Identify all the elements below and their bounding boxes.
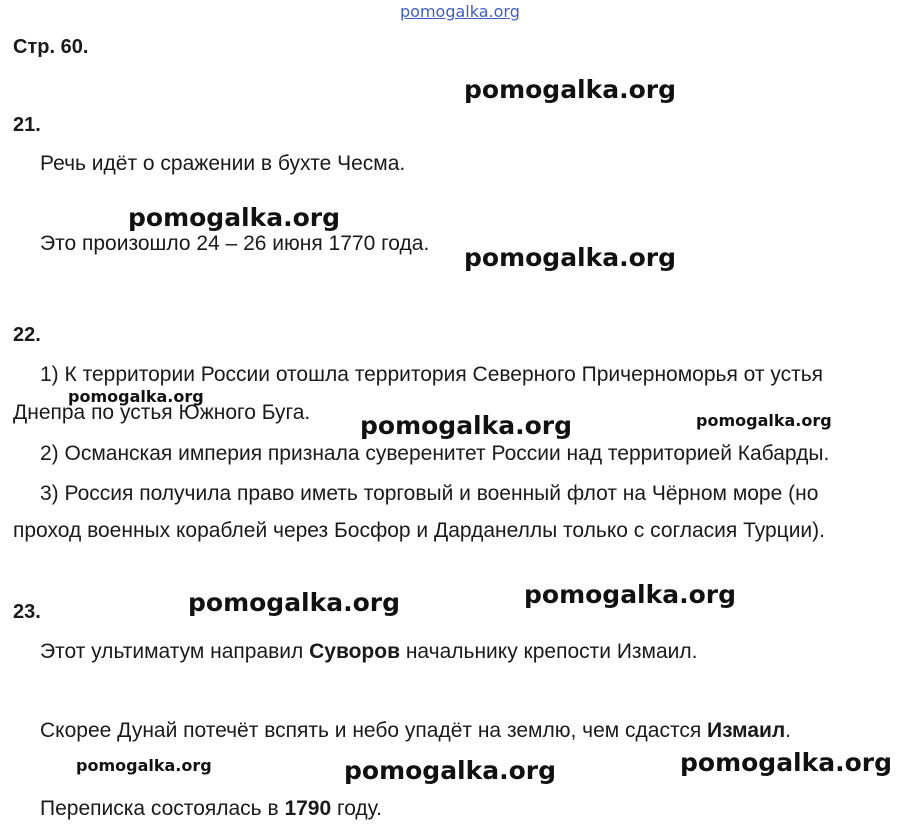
question-22-item-2: 2) Османская империя признала суверенитет России над территорией Кабарды.: [40, 442, 830, 465]
question-23-line-2: [40, 718, 791, 744]
q23-line-2-text-b: .: [785, 719, 792, 742]
question-22-item-1-line-1: 1) К территории России отошла территория Северного Причерноморья от устья: [40, 363, 824, 386]
question-22-item-3-line-1: 3) Россия получила право иметь торговый и военный флот на Чёрном море (но: [40, 482, 819, 505]
question-21-line-2: Это произошло 24 – 26 июня 1770 года.: [40, 232, 430, 255]
q23-line-3-text-a: Переписка состоялась в: [40, 797, 285, 820]
watermark: pomogalka.org: [464, 75, 677, 104]
question-23-number: 23.: [13, 601, 41, 623]
question-23-line-1: [40, 639, 698, 665]
watermark: pomogalka.org: [360, 411, 573, 440]
watermark: pomogalka.org: [128, 203, 341, 232]
watermark: pomogalka.org: [344, 756, 557, 785]
q23-line-2-bold: Измаил: [707, 719, 786, 742]
watermark-top-link[interactable]: pomogalka.org: [400, 2, 520, 21]
watermark: pomogalka.org: [524, 580, 737, 609]
question-21-line-1: Речь идёт о сражении в бухте Чесма.: [40, 152, 406, 175]
q23-line-1-text-b: начальнику крепости Измаил.: [400, 640, 698, 663]
watermark: pomogalka.org: [696, 411, 832, 430]
q23-line-1-bold: Суворов: [309, 640, 400, 663]
q23-line-3-bold: 1790: [284, 797, 332, 820]
question-23-line-3: [40, 796, 382, 822]
watermark: pomogalka.org: [680, 748, 893, 777]
question-21-number: 21.: [13, 114, 41, 136]
page-label: Стр. 60.: [13, 36, 89, 58]
q23-line-3-text-b: году.: [331, 797, 382, 820]
watermark: pomogalka.org: [464, 243, 677, 272]
watermark: pomogalka.org: [188, 588, 401, 617]
question-22-item-1-line-2: Днепра по устья Южного Буга.: [13, 401, 311, 424]
watermark: pomogalka.org: [76, 756, 212, 775]
q23-line-2-text-a: Скорее Дунай потечёт вспять и небо упадёт на землю, чем сдастся: [40, 719, 708, 742]
q23-line-1-text-a: Этот ультиматум направил: [40, 640, 310, 663]
question-22-number: 22.: [13, 324, 41, 346]
watermark: pomogalka.org: [68, 387, 204, 406]
question-22-item-3-line-2: проход военных кораблей через Босфор и Дарданеллы только с согласия Турции).: [13, 519, 825, 542]
